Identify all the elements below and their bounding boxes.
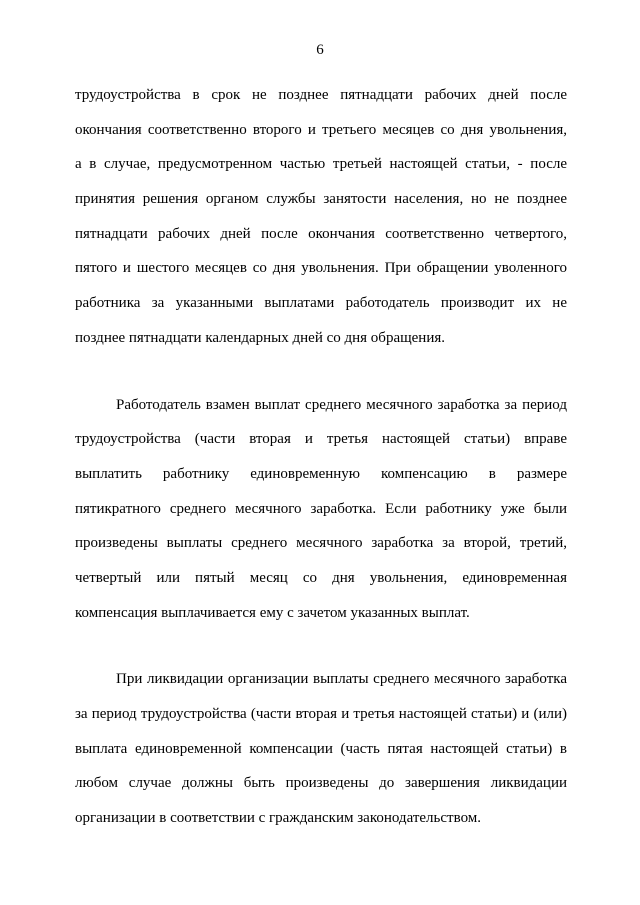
paragraph-1: [75, 78, 567, 356]
text-line: позднее пятнадцати календарных дней со дня обращения.: [75, 329, 446, 346]
text-line: работника за указанными выплатами работодатель производит их не: [75, 295, 567, 312]
paragraph-spacer: [75, 356, 567, 388]
text-line: произведены выплаты среднего месячного заработка за второй, третий,: [75, 535, 567, 552]
text-line: выплатить работнику единовременную компенсацию в размере: [75, 465, 567, 482]
text-line: трудоустройства (части вторая и третья настоящей статьи) вправе: [75, 431, 567, 448]
text-line: пятого и шестого месяцев со дня увольнения. При обращении уволенного: [75, 260, 567, 277]
text-line: за период трудоустройства (части вторая и третья настоящей статьи) и (или): [75, 706, 567, 722]
text-line: окончания соответственно второго и третьего месяцев со дня увольнения,: [75, 121, 567, 138]
page-number: 6: [316, 42, 324, 58]
text-line: организации в соответствии с гражданским законодательством.: [75, 810, 482, 827]
text-line: Работодатель взамен выплат среднего месячного заработка за период: [116, 396, 567, 413]
paragraph-spacer: [75, 630, 567, 662]
text-line: четвертый или пятый месяц со дня увольнения, единовременная: [75, 569, 567, 586]
text-line: пятикратного среднего месячного заработка. Если работнику уже были: [75, 500, 567, 517]
text-line: При ликвидации организации выплаты среднего месячного заработка: [116, 671, 567, 688]
text-line: любом случае должны быть произведены до завершения ликвидации: [75, 775, 567, 792]
document-body: [75, 78, 567, 836]
text-line: а в случае, предусмотренном частью третьей настоящей статьи, - после: [75, 156, 567, 173]
paragraph-2: [75, 388, 567, 631]
text-line: принятия решения органом службы занятости населения, но не позднее: [75, 191, 567, 208]
text-line: компенсация выплачивается ему с зачетом указанных выплат.: [75, 604, 470, 621]
text-line: пятнадцати рабочих дней после окончания соответственно четвертого,: [75, 225, 567, 242]
text-line: выплата единовременной компенсации (часть пятая настоящей статьи) в: [75, 740, 567, 757]
paragraph-3: [75, 662, 567, 835]
text-line: трудоустройства в срок не позднее пятнадцати рабочих дней после: [75, 87, 567, 103]
